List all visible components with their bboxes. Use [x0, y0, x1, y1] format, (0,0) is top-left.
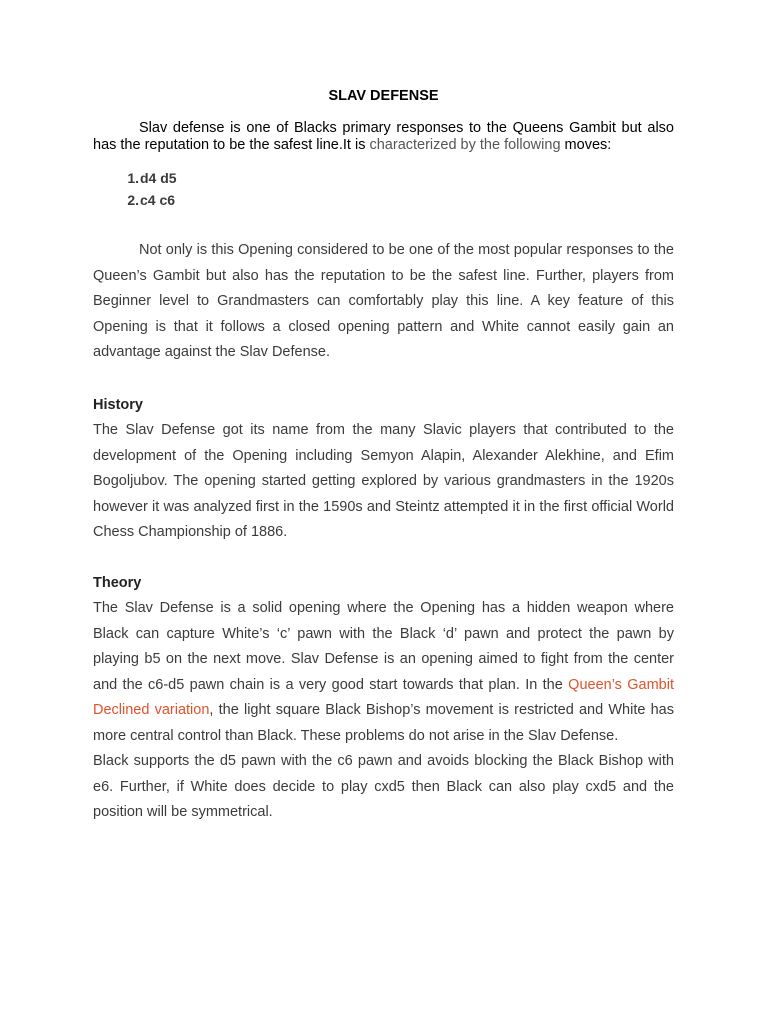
intro-text-gray: characterized by the following — [369, 136, 561, 153]
theory-heading: Theory — [93, 574, 142, 591]
moves-list — [93, 167, 674, 211]
move-text: c4 c6 — [140, 192, 176, 208]
list-number: 1. — [127, 170, 139, 186]
theory-text-after-link: , the light square Black Bishop’s movement is restricted and White has more central control than Black. These problems do not arise in the Slav Defense. — [93, 702, 674, 744]
theory-paragraph-2: Black supports the d5 pawn with the c6 pawn and avoids blocking the Black Bishop with e6. Further, if White does decide to play cxd5 then Black can also play cxd5 and the position will be symmetrical. — [93, 753, 674, 820]
list-number: 2. — [127, 192, 139, 208]
intro-paragraph — [93, 120, 674, 153]
intro-text: Slav defense is one of Blacks primary responses to the Queens Gambit but also has the reputation to be the safest line.It is — [93, 120, 674, 153]
history-paragraph: The Slav Defense got its name from the many Slavic players that contributed to the development of the Opening including Semyon Alapin, Alexander Alekhine, and Efim Bogoljubov. The opening started getting explored by various grandmasters in the 1920s however it was analyzed first in the 1590s and Steintz attempted it in the first official World Chess Championship of 1886. — [93, 422, 674, 540]
document-content — [93, 86, 674, 826]
overview-paragraph: Not only is this Opening considered to be one of the most popular responses to the Queen’s Gambit but also has the reputation to be the safest line. Further, players from Beginner level to Grandmasters can comfortably play this line. A key feature of this Opening is that it follows a closed opening pattern and White cannot easily gain an advantage against the Slav Defense. — [93, 242, 674, 360]
move-text: d4 d5 — [140, 170, 177, 186]
theory-paragraph — [93, 596, 674, 749]
document-title: SLAV DEFENSE — [328, 88, 439, 104]
list-item — [93, 167, 674, 189]
list-item — [93, 189, 674, 211]
theory-text-before-link: The Slav Defense is a solid opening where the Opening has a hidden weapon where Black can capture White’s ‘c’ pawn with the Black ‘d’ pawn and protect the pawn by playing b5 on the next move. Slav Defense is an opening aimed to fight from the center and the c6-d5 pawn chain is a very good start towards that plan. In the — [93, 600, 674, 693]
queens-gambit-declined-link[interactable]: Queen’s Gambit Declined variation — [93, 676, 674, 718]
intro-text-end: moves: — [564, 136, 612, 153]
history-heading: History — [93, 396, 143, 413]
